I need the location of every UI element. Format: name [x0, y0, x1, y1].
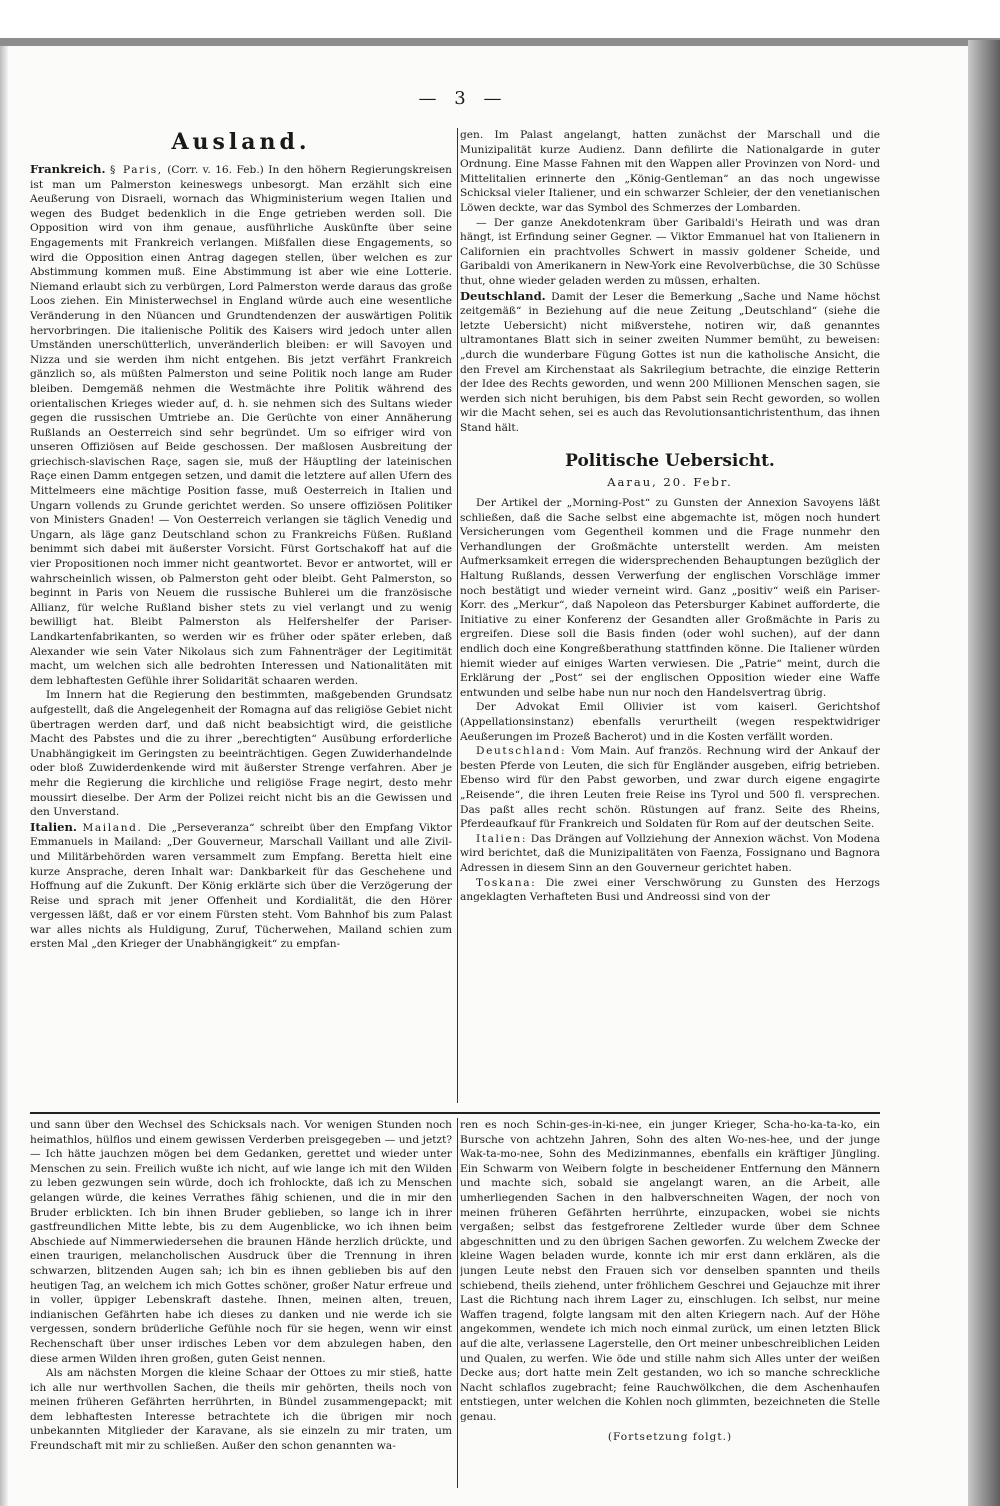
article-lead: Italien. — [30, 819, 77, 834]
article-frankreich — [30, 162, 452, 688]
article-dateline: Mailand. — [82, 821, 143, 834]
section-heading-ausland: Ausland. — [171, 129, 311, 155]
article-dateline: Italien: — [476, 832, 527, 845]
article-text: gen. Im Palast angelangt, hatten zunächst der Marschall und die Munizipalität kurze Audienz. Dann defilirte die Nationalgarde in guter Ordnung. Eine Masse Fahnen mit den Wappen aller Provinzen von Nord- und Mittelitalien erinnerte den „König-Gentleman“ an das noch ungewisse Schicksal vieler Italiener, und ein schwarzer Schleier, der den venetianischen Löwen deckte, war das Symbol des Schmerzes der Lombarden. — [460, 129, 880, 214]
section-heading-politische-uebersicht: Politische Uebersicht. — [565, 451, 775, 472]
column-divider-top — [457, 128, 458, 1103]
scan-left-edge — [0, 46, 8, 1506]
newspaper-page — [8, 46, 968, 1506]
article-text: Das Drängen auf Vollziehung der Annexion wächst. Von Modena wird berichtet, daß die Munizipalitäten von Faenza, Fossignano und Bagnora Adressen in diesem Sinn an den Gouverneur gerichtet haben. — [460, 832, 880, 874]
article-text: (Corr. v. 16. Feb.) In den höhern Regierungskreisen ist man um Palmerston keineswegs unbesorgt. Man erzählt sich eine Aeußerung von Disraeli, wornach das Whigministerium wegen Italien und wegen des Budget bedenklich in die Enge getrieben werden soll. Die Opposition wird von ihm genaue, ausführliche Auskünfte über seine Engagements mit Frankreich verlangen. Mißfallen diese Engagements, so wird die Opposition einen Antrag dagegen stellen, über welchen es zur Abstimmung kommen muß. Eine Abstimmung ist aber wie eine Lotterie. Niemand erlaubt sich zu verbürgen, Lord Palmerston werde daraus das große Loos ziehen. Ein Ministerwechsel in England würde auch eine wesentliche Veränderung in den Nüancen und Grundtendenzen der auswärtigen Politik hervorbringen. Die italienische Politik des Kaisers wird jedoch unter allen Umständen unerschütterlich, unveränderlich bleiben: er will Savoyen und Nizza und sie werden ihm nicht entgehen. Bis jetzt verfährt Frankreich gänzlich so, als müßten Palmerston und seine Politik noch lange am Ruder bleiben. Demgemäß nehmen die Westmächte ihre Politik während des orientalischen Krieges wieder auf, d. h. sie nehmen sich des Sultans wieder gegen die russischen Umtriebe an. Die Gerüchte von einer Annäherung Rußlands an Oesterreich sind sehr begründet. Um so eifriger wird von unseren Offiziösen auf Beide geschossen. Der maßlosen Ausbreitung der griechisch-slavischen Raçe, sagen sie, muß der Häuptling der lateinischen Raçe einen Damm entgegen setzen, und damit die letztere auf allen Ufern des Mittelmeers eine mächtige Position fasse, muß Oesterreich in Italien und Ungarn vollends zu Grunde gerichtet werden. So unsere offiziösen Politiker von Ministers Gnaden! — Von Oesterreich verlangen sie täglich Venedig und Ungarn, als läge ganz Deutschland schon zu Frankreichs Füßen. Rußland benimmt sich dabei mit äußerster Vorsicht. Fürst Gortschakoff hat auf die vier Propositionen noch immer nicht geantwortet. Bevor er antwortet, will er wahrscheinlich wissen, ob Palmerston geht oder bleibt. Geht Palmerston, so beginnt in Paris von Neuem die russische Buhlerei um die französische Allianz, für welche Rußland bisher stets zu viel verlangt und zu wenig bewilligt hat. Bleibt Palmerston als Helfershelfer der Pariser-Landkartenfabrikanten, so werden wir es früher oder später erleben, daß Alexander wie sein Vater Nikolaus sich zum Fahnenträger der Legitimität macht, um welchen sich alle bedrohten Interessen und Nationalitäten mit dem lebhaftesten Gefühle ihrer Solidarität schaaren werden. — [30, 164, 452, 687]
bottom-left-column — [30, 1118, 452, 1498]
scan-right-edge — [968, 40, 1000, 1506]
article-paragraph — [460, 876, 880, 905]
article-paragraph — [30, 688, 452, 819]
scan-margin-top — [0, 0, 1000, 40]
article-text: — Der ganze Anekdotenkram über Garibaldi's Heirath und was dran hängt, ist Erfindung seiner Gegner. — Viktor Emmanuel hat von Italienern in Californien ein prachtvolles Schwert in massiv goldener Scheide, und Garibaldi von Amerikanern in New-York eine Revolverbüchse, die 30 Schüsse thut, ohne wieder geladen werden zu müssen, erhalten. — [460, 216, 880, 287]
feuilleton-text: ren es noch Schin-ges-in-ki-nee, ein junger Krieger, Scha-ho-ka-ta-ko, ein Bursche von achtzehn Jahren, Sohn des alten Wo-nes-hee, und der junge Wak-ta-mo-nee, Sohn des Medizinmannes, ebenfalls ein kräftiger Jüngling. Ein Schwarm von Weibern folgte in bescheidener Entfernung den Männern und machte sich, sobald sie angelangt waren, an die Arbeit, alle umherliegenden Sachen in den halbverschneiten Wagen, der noch von meinen früheren Gefährten herrührte, einzupacken, wobei sie nichts vergaßen; selbst das festgefrorene Zeltleder wurde über dem Schnee abgeschnitten und zu den übrigen Sachen geworfen. Zu welchem Zwecke der kleine Wagen beladen wurde, konnte ich mir erst dann erklären, als die jungen Leute nebst den Frauen sich vor denselben spannten und theils schiebend, theils ziehend, unter fröhlichem Geschrei und Gejauchze mit ihrer Last die Richtung nach ihrem Lager zu, einschlugen. Ich selbst, nur meine Waffen tragend, folgte langsam mit den alten Kriegern nach. Auf der Höhe angekommen, wendete ich mich noch einmal zurück, um einen letzten Blick auf die alte, verlassene Lagerstelle, den Ort meiner unbeschreiblichen Leiden und Qualen, zu werfen. Wie öde und stille nahm sich Alles unter der weißen Decke aus; dort hatte mein Zelt gestanden, wo ich so manche schreckliche Nacht schlaflos zugebracht; feine Rauchwölkchen, die dem Aschenhaufen entstiegen, unter welchen die Kohlen noch glimmten, bezeichneten die Stelle genau. — [460, 1119, 880, 1423]
page-number: — 3 — — [418, 88, 508, 109]
article-paragraph — [460, 496, 880, 700]
article-text: Die zwei einer Verschwörung zu Gunsten des Herzogs angeklagten Verhafteten Busi und Andreossi sind von der — [460, 876, 880, 904]
article-lead: Frankreich. — [30, 162, 106, 176]
article-dateline: § Paris, — [110, 164, 163, 176]
article-text: Der Advokat Emil Ollivier ist vom kaiserl. Gerichtshof (Appellationsinstanz) ebenfalls verurtheilt (wegen respektwidriger Aeußerungen im Prozeß Bacherot) und in die Kosten verfällt worden. — [460, 701, 880, 743]
article-text: Vom Main. Auf französ. Rechnung wird der Ankauf der besten Pferde von Leuten, die sich für Engländer ausgeben, eifrig betrieben. Ebenso wird für den Pabst geworben, und zwar durch eigene engagirte „Reisende“, die ihren Leuten freie Reise ins Tyrol und 500 fl. versprechen. Das paßt alles recht schön. Rüstungen auf franz. Seite des Rheins, Pferdeaufkauf für Frankreich und Soldaten für Rom auf der deutschen Seite. — [460, 745, 880, 831]
article-paragraph — [460, 744, 880, 832]
feuilleton-separator — [30, 1112, 880, 1114]
article-paragraph — [460, 128, 880, 216]
feuilleton-paragraph — [30, 1118, 452, 1366]
article-dateline: Toskana: — [476, 876, 537, 889]
article-text: Damit der Leser die Bemerkung „Sache und Name höchst zeitgemäß“ in Beziehung auf die neue Zeitung „Deutschland“ (siehe die letzte Uebersicht) nicht mißverstehe, notiren wir, daß genanntes ultramontanes Blatt sich in seiner zweiten Nummer bemüht, zu beweisen: „durch die wunderbare Fügung Gottes ist nun die katholische Ansicht, die den Frevel am Kirchenstaat als Sakrilegium betrachte, die einzige Retterin der Idee des Rechts geworden, und wenn 200 Millionen Menschen sagen, sie werden sich nicht beruhigen, bis dem Pabst sein Recht geworden, so wollen wir die Macht sehen, sei es auch das Revolutionsantichristenthum, das ihnen Stand hält. — [460, 290, 880, 434]
article-deutschland — [460, 289, 880, 436]
article-lead: Deutschland. — [460, 288, 546, 303]
article-dateline: Deutschland: — [476, 745, 567, 758]
article-paragraph — [460, 832, 880, 876]
section-dateline: Aarau, 20. Febr. — [607, 475, 733, 490]
article-italien — [30, 820, 452, 952]
continuation-note: (Fortsetzung folgt.) — [607, 1431, 733, 1444]
feuilleton-text: Als am nächsten Morgen die kleine Schaar der Ottoes zu mir stieß, hatte ich alle nur werthvollen Sachen, die theils mir gehörten, theils noch von meinen früheren Gefährten herrührten, in Bündel zusammengepackt; mit dem lebhaftesten Interesse betrachtete ich die übrigen mir noch unbekannten Mitglieder der Karavane, als sie einzeln zu mir traten, um Freundschaft mit mir zu schließen. Außer den schon genannten wa- — [30, 1367, 452, 1453]
feuilleton-paragraph — [460, 1118, 880, 1424]
feuilleton-paragraph — [30, 1366, 452, 1454]
column-divider-bottom — [457, 1118, 458, 1488]
bottom-right-column — [460, 1118, 880, 1498]
article-text: Im Innern hat die Regierung den bestimmten, maßgebenden Grundsatz aufgestellt, daß die Angelegenheit der Romagna auf das religiöse Gebiet nicht übertragen werden darf, und daß nicht beabsichtigt wird, die geistliche Macht des Pabstes und die zu ihrer „berechtigten“ Ausübung erforderliche Unabhängigkeit im Geringsten zu beeinträchtigen. Gegen Zuwiderhandelnde oder bloß Zuwiderdenkende wird mit äußerster Strenge verfahren. Aber je mehr die Regierung die kirchliche und religiöse Frage negirt, desto mehr moussirt dieselbe. Der Arm der Polizei reicht nicht bis an die Gewissen und den Unverstand. — [30, 689, 452, 819]
top-left-column — [30, 128, 452, 1108]
top-right-column — [460, 128, 880, 1108]
article-paragraph — [460, 216, 880, 289]
article-paragraph — [460, 700, 880, 744]
article-text: Die „Perseveranza“ schreibt über den Empfang Viktor Emmanuels in Mailand: „Der Gouverneur, Marschall Vaillant und alle Zivil- und Militärbehörden waren versammelt zum Empfang. Beretta hielt eine kurze Ansprache, deren Inhalt war: Dankbarkeit für das Geschehene und Hoffnung auf die Zukunft. Der König erklärte sich über die Verzögerung der Reise und sprach mit jener Offenheit und Kordialität, die den Hörer vergessen läßt, daß er vor einem Fürsten steht. Vom Bahnhof bis zum Palast war alles nichts als Huldigung, Zuruf, Tücherwehen, Mailand schien zum ersten Mal „den Krieger der Unabhängigkeit“ zu empfan- — [30, 821, 452, 951]
feuilleton-text: und sann über den Wechsel des Schicksals nach. Vor wenigen Stunden noch heimathlos, hülflos und einem gewissen Verderben preisgegeben — und jetzt? — Ich hätte jauchzen mögen bei dem Gedanken, gerettet und wieder unter Menschen zu sein. Freilich wußte ich nicht, auf wie lange ich mit den Wilden zu leben gezwungen sein würde, doch ich frohlockte, daß ich zu Menschen gelangen würde, die keines Verrathes fähig schienen, und die in mir den Bruder erblickten. Ich bin ihnen Bruder geblieben, so lange ich in ihrer gastfreundlichen Mitte lebte, bis zu dem Augenblicke, wo ich ihnen beim Abschiede auf Nimmerwiedersehen die braunen Hände herzlich drückte, und einen traurigen, melancholischen Ausdruck über die Trennung in ihren schwarzen, blitzenden Augen sah; ich bin es ihnen geblieben bis auf den heutigen Tag, an welchem ich mich Gottes schöner, großer Natur erfreue und in voller, üppiger Lebenskraft dastehe. Ihnen, meinen alten, treuen, indianischen Gefährten habe ich dieses zu danken und nie werde ich sie vergessen, sondern brüderliche Gefühle noch für sie hegen, wenn wir einst Rechenschaft über unser irdisches Leben vor dem abzulegen haben, den diese armen Wilden ihren großen, guten Geist nennen. — [30, 1119, 452, 1365]
article-text: Der Artikel der „Morning-Post“ zu Gunsten der Annexion Savoyens läßt schließen, daß die Sache selbst eine abgemachte ist, mögen noch hundert Versicherungen vom Gegentheil kommen und die Frage nunmehr den Verhandlungen der Großmächte unterstellt werden. Am meisten Aufmerksamkeit erregen die widersprechenden Behauptungen bezüglich der Haltung Rußlands, dessen Verwerfung der englischen Vorschläge immer noch bestätigt und wieder verneint wird. Ganz „positiv“ weiß ein Pariser-Korr. des „Merkur“, daß Napoleon das Petersburger Kabinet aufforderte, die Initiative zu einer Konferenz der Gesandten aller Großmächte in Paris zu ergreifen. Diese soll die Basis finden (oder wohl suchen), auf der dann endlich doch eine Kongreßberathung stattfinden könne. Die Italiener würden hiemit wieder auf einiges Warten verwiesen. Die „Patrie“ meint, durch die Erklärung der „Post“ sei der englischen Opposition wieder eine Waffe entwunden und selbe habe nun nur noch den Handelsvertrag übrig. — [460, 497, 880, 699]
scan-shadow-band — [0, 38, 1000, 46]
